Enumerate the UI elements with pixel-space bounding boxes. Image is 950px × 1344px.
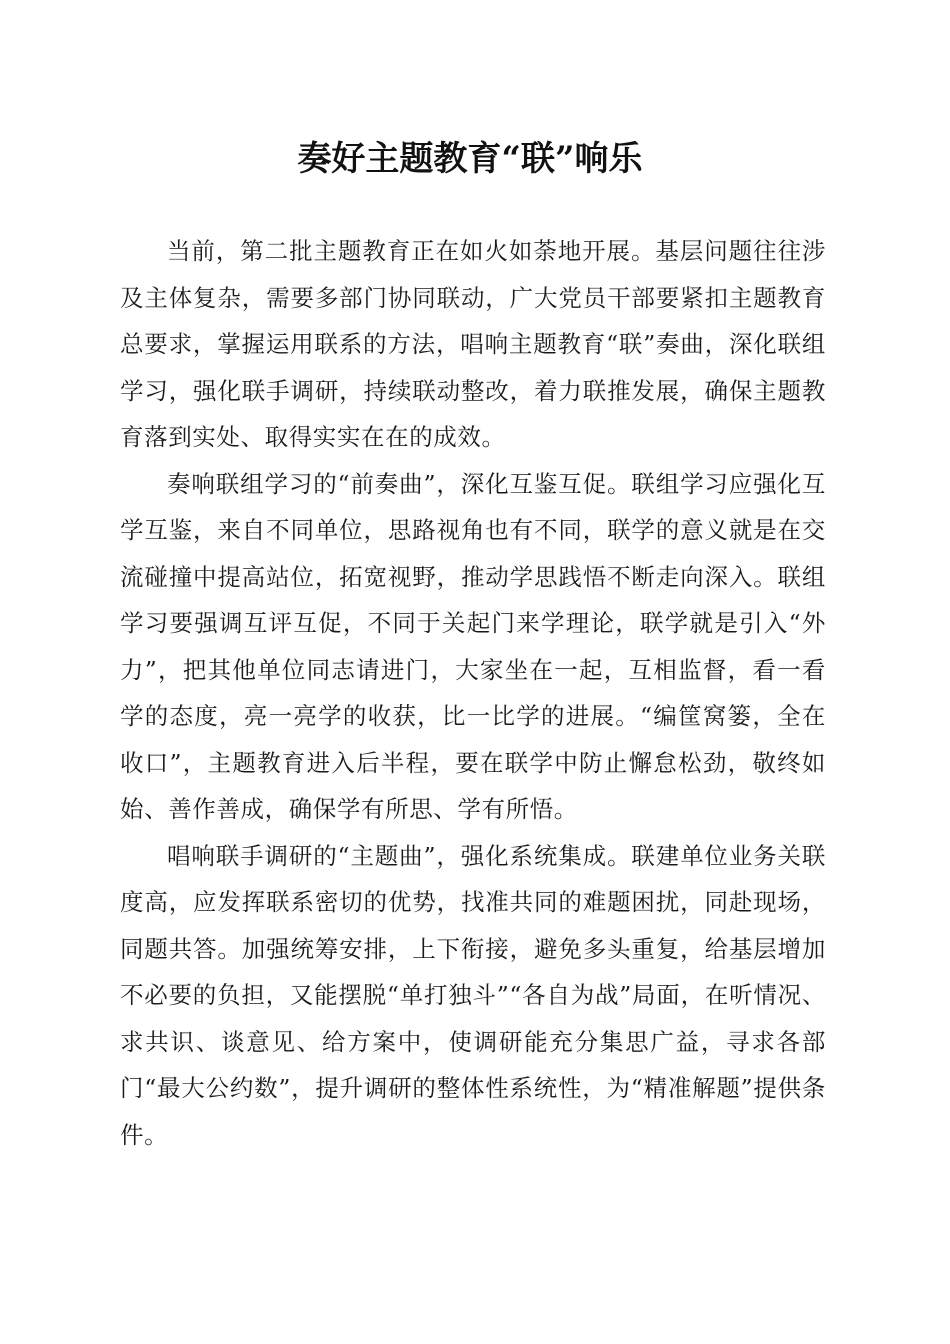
document-title: 奏好主题教育“联”响乐 bbox=[297, 139, 643, 179]
paragraph-joint-research: 唱响联手调研的“主题曲”，强化系统集成。联建单位业务关联度高，应发挥联系密切的优势，找准共同的难题困扰，同赴现场，同题共答。加强统筹安排，上下衔接，避免多头重复，给基层增加不必要的负担，又能摆脱“单打独斗”“各自为战”局面，在听情况、求共识、谈意见、给方案中，使调研能充分集思广益，寻求各部门“最大公约数”，提升调研的整体性系统性，为“精准解题”提供条件。 bbox=[120, 841, 826, 1149]
paragraph-intro: 当前，第二批主题教育正在如火如荼地开展。基层问题往往涉及主体复杂，需要多部门协同联动，广大党员干部要紧扣主题教育总要求，掌握运用联系的方法，唱响主题教育“联”奏曲，深化联组学习，强化联手调研，持续联动整改，着力联推发展，确保主题教育落到实处、取得实实在在的成效。 bbox=[120, 237, 826, 451]
paragraph-joint-study: 奏响联组学习的“前奏曲”，深化互鉴互促。联组学习应强化互学互鉴，来自不同单位，思路视角也有不同，联学的意义就是在交流碰撞中提高站位，拓宽视野，推动学思践悟不断走向深入。联组学习要强调互评互促，不同于关起门来学理论，联学就是引入“外力”，把其他单位同志请进门，大家坐在一起，互相监督，看一看学的态度，亮一亮学的收获，比一比学的进展。“编筐窝篓，全在收口”，主题教育进入后半程，要在联学中防止懈怠松劲，敬终如始、善作善成，确保学有所思、学有所悟。 bbox=[120, 469, 826, 823]
document-body bbox=[120, 228, 826, 1158]
